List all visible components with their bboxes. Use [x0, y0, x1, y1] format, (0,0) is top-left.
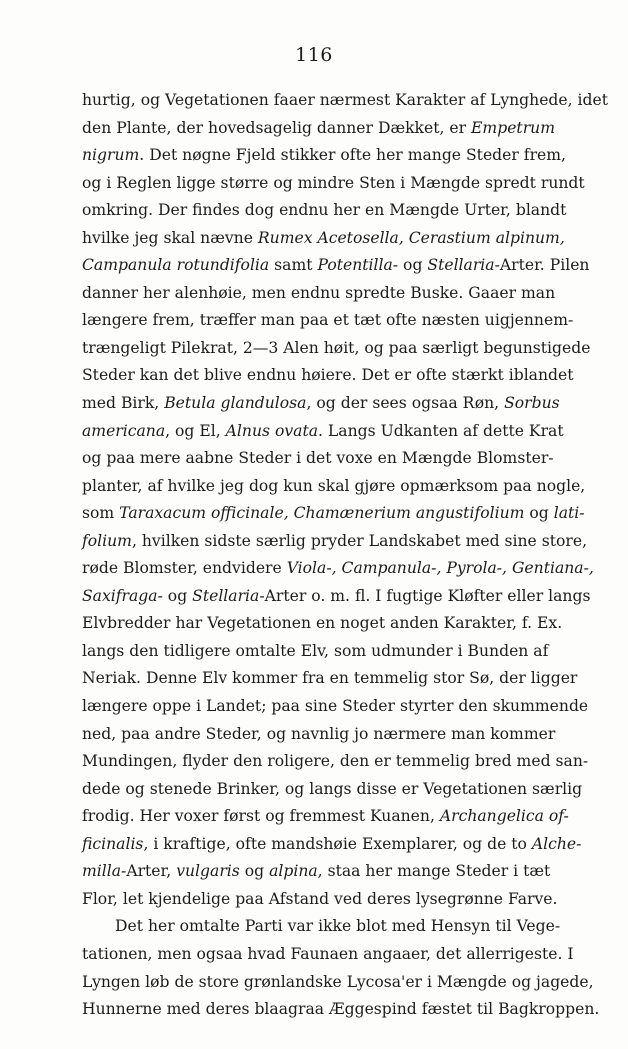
text-line [82, 142, 566, 170]
text-line [82, 390, 560, 418]
text-line [82, 225, 565, 253]
italic-text: Campanula rotundifolia [82, 256, 270, 275]
roman-text: længere oppe i Landet; paa sine Steder styrter den skummende [82, 697, 589, 716]
text-line [82, 721, 556, 749]
italic-text: Rumex Acetosella, Cerastium alpinum, [257, 228, 565, 247]
text-line [82, 335, 591, 363]
text-line [82, 858, 551, 886]
roman-text: tationen, men ogsaa hvad Faunaen angaaer, det allerrigeste. I [82, 944, 574, 963]
page-number: 116 [295, 44, 333, 66]
roman-text: ned, paa andre Steder, og navnlig jo nærmere man kommer [82, 724, 556, 743]
roman-text: Flor, let kjendelige paa Afstand ved deres lysegrønne Farve. [82, 889, 558, 908]
italic-text: Stellaria- [427, 256, 500, 275]
roman-text: Neriak. Denne Elv kommer fra en temmelig stor Sø, der ligger [82, 669, 578, 688]
roman-text: , i kraftige, ofte mandshøie Exemplarer, og de to [143, 834, 532, 853]
roman-text: hvilke jeg skal nævne [82, 228, 258, 247]
text-line [82, 280, 556, 308]
text-line [82, 638, 549, 666]
text-line [82, 500, 585, 528]
italic-text: alpina [269, 862, 318, 881]
roman-text: planter, af hvilke jeg dog kun skal gjøre opmærksom paa nogle, [82, 476, 586, 495]
roman-text: som [82, 504, 120, 523]
roman-text: og paa mere aabne Steder i det voxe en Mængde Blomster- [82, 449, 554, 468]
roman-text: den Plante, der hovedsagelig danner Dækket, er [82, 118, 472, 137]
italic-text: Saxifraga- [82, 586, 163, 605]
roman-text: dede og stenede Brinker, og langs disse er Vegetationen særlig [82, 779, 583, 798]
italic-text: Stellaria- [192, 586, 265, 605]
italic-text: vulgaris [176, 862, 240, 881]
roman-text: længere frem, træffer man paa et tæt ofte næsten uigjennem- [82, 311, 574, 330]
roman-text: . Det nøgne Fjeld stikker ofte her mange Steder frem, [139, 146, 566, 165]
roman-text: samt [269, 256, 318, 275]
italic-text: folium [82, 531, 132, 550]
italic-text: Betula glandulosa [164, 394, 307, 413]
text-line [82, 252, 590, 280]
text-line [82, 996, 600, 1024]
roman-text: Arter o. m. fl. I fugtige Kløfter eller langs [264, 586, 591, 605]
roman-text: og [162, 586, 193, 605]
roman-text: , og der sees ogsaa Røn, [306, 394, 505, 413]
roman-text: , staa her mange Steder i tæt [317, 862, 551, 881]
italic-text: Alnus ovata [225, 421, 319, 440]
text-line [82, 197, 567, 225]
roman-text: langs den tidligere omtalte Elv, som udmunder i Bunden af [82, 641, 549, 660]
italic-text: Viola-, Campanula-, Pyrola-, Gentiana-, [286, 559, 594, 578]
roman-text: . Langs Udkanten af dette Krat [318, 421, 564, 440]
roman-text: Steder kan det blive endnu høiere. Det er ofte stærkt iblandet [82, 366, 574, 385]
italic-text: Potentilla- [317, 256, 399, 275]
text-line [82, 776, 583, 804]
text-line [82, 886, 558, 914]
roman-text: trængeligt Pilekrat, 2—3 Alen høit, og paa særligt begunstigede [82, 338, 591, 357]
text-line [82, 803, 569, 831]
roman-text: Det her omtalte Parti var ikke blot med Hensyn til Vege- [115, 917, 561, 936]
text-line [82, 969, 594, 997]
roman-text: Lyngen løb de store grønlandske Lycosa'er i Mængde og jagede, [82, 972, 594, 991]
roman-text: og [398, 256, 428, 275]
roman-text: frodig. Her voxer først og fremmest Kuanen, [82, 807, 440, 826]
italic-text: ficinalis [82, 834, 144, 853]
text-line [82, 748, 589, 776]
text-line [82, 528, 588, 556]
roman-text: hurtig, og Vegetationen faaer nærmest Karakter af Lynghede, idet [82, 91, 609, 109]
roman-text: Elvbredder har Vegetationen en noget anden Karakter, f. Ex. [82, 614, 563, 633]
text-line [82, 583, 591, 611]
roman-text: og [524, 504, 554, 523]
roman-text: Mundingen, flyder den roligere, den er temmelig bred med san- [82, 752, 589, 771]
roman-text: danner her alenhøie, men endnu spredte Buske. Gaaer man [82, 283, 556, 302]
italic-text: americana [82, 421, 166, 440]
text-line [82, 665, 578, 693]
roman-text: Arter. Pilen [499, 256, 590, 275]
roman-text: , hvilken sidste særlig pryder Landskabet med sine store, [131, 531, 588, 550]
roman-text: omkring. Der findes dog endnu her en Mængde Urter, blandt [82, 201, 567, 220]
italic-text: Alche- [531, 834, 582, 853]
italic-text: Sorbus [504, 394, 560, 413]
roman-text: og [239, 862, 270, 881]
roman-text: og i Reglen ligge større og mindre Sten i Mængde spredt rundt [82, 173, 585, 192]
text-line [82, 445, 554, 473]
italic-text: nigrum [82, 146, 140, 165]
italic-text: Taraxacum officinale, Chamænerium angustifolium [119, 504, 525, 523]
text-line [82, 87, 609, 115]
text-line [82, 115, 555, 143]
text-line [82, 913, 561, 941]
text-line [82, 693, 589, 721]
italic-text: Empetrum [471, 118, 555, 137]
roman-text: røde Blomster, endvidere [82, 559, 287, 578]
text-line [82, 170, 585, 198]
text-line [82, 555, 594, 583]
body-text [82, 87, 609, 1024]
text-line [82, 610, 563, 638]
text-line [82, 307, 574, 335]
roman-text: med Birk, [82, 394, 165, 413]
roman-text: Hunnerne med deres blaagraa Æggespind fæstet til Bagkroppen. [82, 1000, 600, 1019]
text-line [82, 941, 574, 969]
italic-text: milla- [82, 862, 127, 881]
roman-text: , og El, [165, 421, 226, 440]
italic-text: Archangelica of- [439, 807, 569, 826]
text-line [82, 831, 582, 859]
text-line [82, 418, 564, 446]
text-line [82, 473, 586, 501]
roman-text: Arter, [126, 862, 177, 881]
text-line [82, 362, 574, 390]
italic-text: lati- [553, 504, 585, 523]
